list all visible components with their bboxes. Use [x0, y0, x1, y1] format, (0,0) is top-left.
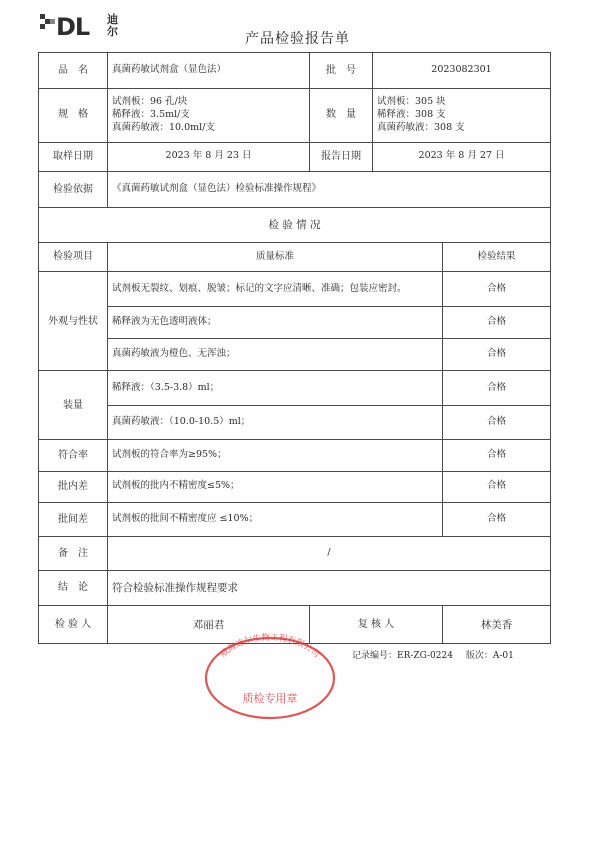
table-row: [39, 502, 551, 536]
row-dates: [39, 142, 551, 171]
qty-value: 试剂板：305 块 稀释液：308 支 真菌药敏液：308 支: [373, 88, 551, 142]
table-row: [39, 371, 551, 405]
standard-text: 试剂板的批内不精密度≤5%；: [108, 471, 443, 502]
row-conclusion: [39, 570, 551, 606]
standard-text: 真菌药敏液为橙色、无浑浊；: [108, 339, 443, 371]
remarks-label: 备 注: [39, 537, 108, 570]
standard-text: 试剂板的批间不精密度应 ≤10%；: [108, 502, 443, 536]
header-item: 检验项目: [39, 243, 108, 272]
sample-date-label: 取样日期: [39, 142, 108, 171]
remarks-value: /: [108, 537, 551, 570]
result-text: 合格: [443, 502, 551, 536]
row-basis: [39, 172, 551, 208]
result-text: 合格: [443, 339, 551, 371]
spec-value: 试剂板：96 孔/块 稀释液：3.5ml/支 真菌药敏液：10.0ml/支: [108, 88, 310, 142]
table-row: [39, 272, 551, 306]
logo-letters: DL: [56, 13, 90, 41]
table-row: [39, 405, 551, 439]
report-date-value: 2023 年 8 月 27 日: [373, 142, 551, 171]
batch-value: 2023082301: [373, 53, 551, 89]
product-name-label: 品 名: [39, 53, 108, 89]
row-product: [39, 53, 551, 89]
conclusion-value: 符合检验标准操作规程要求: [108, 570, 551, 606]
result-text: 合格: [443, 306, 551, 338]
stamp-center-text: 质检专用章: [242, 692, 298, 705]
group-compliance: 符合率: [39, 440, 108, 471]
standard-text: 稀释液为无色透明液体；: [108, 306, 443, 338]
group-appearance: 外观与性状: [39, 272, 108, 371]
table-row: [39, 306, 551, 338]
result-text: 合格: [443, 440, 551, 471]
standard-text: 试剂板无裂纹、划痕、脱皱；标记的文字应清晰、准确；包装应密封。: [108, 272, 443, 306]
batch-label: 批 号: [310, 53, 373, 89]
row-remarks: [39, 537, 551, 570]
logo-pixel-mark: [40, 14, 54, 28]
row-headers: [39, 243, 551, 272]
group-volume: 装量: [39, 371, 108, 440]
inspector-label: 检 验 人: [39, 606, 108, 644]
basis-value: 《真菌药敏试剂盒（显色法）检验标准操作规程》: [108, 172, 551, 208]
qty-label: 数 量: [310, 88, 373, 142]
logo-chinese: 迪 尔: [107, 13, 118, 38]
report-table: [38, 52, 551, 644]
product-name-value: 真菌药敏试剂盒（显色法）: [108, 53, 310, 89]
result-text: 合格: [443, 371, 551, 405]
result-text: 合格: [443, 405, 551, 439]
group-intra-batch: 批内差: [39, 471, 108, 502]
header-standard: 质量标准: [108, 243, 443, 272]
reviewer-value: 林美香: [443, 606, 551, 644]
table-row: [39, 440, 551, 471]
basis-label: 检验依据: [39, 172, 108, 208]
table-row: [39, 471, 551, 502]
result-text: 合格: [443, 272, 551, 306]
section-title: 检 验 情 况: [39, 207, 551, 243]
report-date-label: 报告日期: [310, 142, 373, 171]
row-section-title: [39, 207, 551, 243]
inspector-value: 邓丽君: [108, 606, 310, 644]
standard-text: 稀释液：（3.5-3.8）ml；: [108, 371, 443, 405]
reviewer-label: 复 核 人: [310, 606, 443, 644]
group-inter-batch: 批间差: [39, 502, 108, 536]
standard-text: 真菌药敏液：（10.0-10.5）ml；: [108, 405, 443, 439]
row-spec: [39, 88, 551, 142]
conclusion-label: 结 论: [39, 570, 108, 606]
record-version: 版次：A-01: [465, 651, 514, 661]
standard-text: 试剂板的符合率为≥95%；: [108, 440, 443, 471]
table-row: [39, 339, 551, 371]
stamp-ring-text: 威海迪尔生物工程有限公司: [218, 632, 322, 660]
page-title: 产品检验报告单: [245, 31, 350, 47]
company-stamp: [200, 626, 340, 722]
record-number: 记录编号：ER-ZG-0224: [352, 651, 453, 661]
header-result: 检验结果: [443, 243, 551, 272]
spec-label: 规 格: [39, 88, 108, 142]
result-text: 合格: [443, 471, 551, 502]
record-footer: [352, 648, 524, 661]
sample-date-value: 2023 年 8 月 23 日: [108, 142, 310, 171]
